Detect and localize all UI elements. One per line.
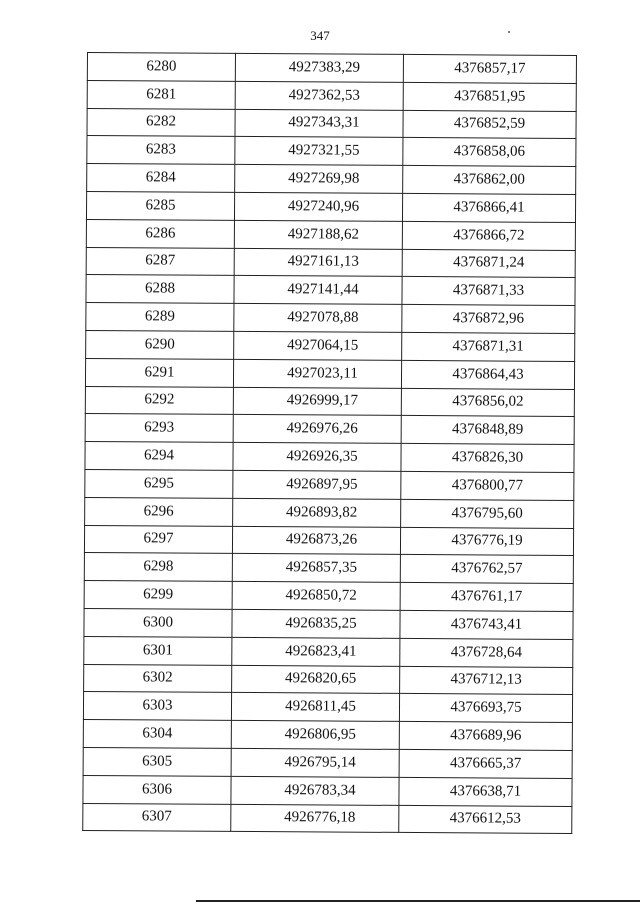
table-row (84, 581, 573, 612)
x-coordinate-cell: 4926976,26 (233, 415, 401, 444)
y-coordinate-cell: 4376795,60 (401, 499, 574, 528)
table-row (84, 636, 573, 667)
table-row (85, 497, 574, 528)
table-row (87, 136, 576, 167)
y-coordinate-cell: 4376800,77 (401, 471, 574, 500)
y-coordinate-cell: 4376852,59 (403, 110, 576, 139)
table-row (87, 80, 576, 111)
y-coordinate-cell: 4376857,17 (403, 54, 576, 83)
point-number-cell: 6307 (83, 803, 231, 832)
point-number-cell: 6290 (86, 330, 234, 359)
y-coordinate-cell: 4376862,00 (403, 166, 576, 195)
scan-speck (508, 31, 510, 33)
x-coordinate-cell: 4927383,29 (235, 53, 403, 82)
y-coordinate-cell: 4376871,33 (402, 277, 575, 306)
y-coordinate-cell: 4376693,75 (399, 694, 572, 723)
table-row (85, 386, 574, 417)
y-coordinate-cell: 4376761,17 (400, 583, 573, 612)
point-number-cell: 6299 (84, 581, 232, 610)
table-row (86, 247, 575, 278)
y-coordinate-cell: 4376826,30 (401, 444, 574, 473)
x-coordinate-cell: 4927161,13 (234, 248, 402, 277)
y-coordinate-cell: 4376864,43 (401, 360, 574, 389)
table-row (86, 330, 575, 361)
table-row (86, 191, 575, 222)
x-coordinate-cell: 4927188,62 (234, 220, 402, 249)
bottom-rule (196, 900, 640, 902)
x-coordinate-cell: 4926857,35 (232, 554, 400, 583)
table-row (84, 553, 573, 584)
table-row (87, 164, 576, 195)
point-number-cell: 6293 (85, 414, 233, 443)
point-number-cell: 6306 (83, 775, 231, 804)
x-coordinate-cell: 4927343,31 (235, 109, 403, 138)
point-number-cell: 6281 (87, 80, 235, 109)
table-row (85, 414, 574, 445)
point-number-cell: 6289 (86, 303, 234, 332)
table-row (84, 664, 573, 695)
y-coordinate-cell: 4376665,37 (399, 749, 572, 778)
x-coordinate-cell: 4927240,96 (234, 192, 402, 221)
x-coordinate-cell: 4927064,15 (234, 331, 402, 360)
y-coordinate-cell: 4376866,41 (402, 193, 575, 222)
y-coordinate-cell: 4376776,19 (400, 527, 573, 556)
point-number-cell: 6288 (86, 275, 234, 304)
table-row (87, 53, 576, 84)
table-row (85, 469, 574, 500)
y-coordinate-cell: 4376856,02 (401, 388, 574, 417)
point-number-cell: 6303 (83, 692, 231, 721)
x-coordinate-cell: 4927269,98 (235, 165, 403, 194)
table-row (86, 219, 575, 250)
x-coordinate-cell: 4926893,82 (233, 498, 401, 527)
y-coordinate-cell: 4376871,24 (402, 249, 575, 278)
y-coordinate-cell: 4376866,72 (402, 221, 575, 250)
page-number: 347 (310, 28, 330, 43)
y-coordinate-cell: 4376743,41 (400, 610, 573, 639)
point-number-cell: 6292 (85, 386, 233, 415)
table-row (84, 525, 573, 556)
y-coordinate-cell: 4376871,31 (402, 332, 575, 361)
point-number-cell: 6300 (84, 608, 232, 637)
point-number-cell: 6291 (85, 358, 233, 387)
x-coordinate-cell: 4926776,18 (231, 804, 399, 833)
y-coordinate-cell: 4376872,96 (402, 305, 575, 334)
x-coordinate-cell: 4926999,17 (233, 387, 401, 416)
y-coordinate-cell: 4376858,06 (403, 138, 576, 167)
coordinates-table (82, 52, 577, 834)
x-coordinate-cell: 4926806,95 (231, 721, 399, 750)
table-row (87, 108, 576, 139)
x-coordinate-cell: 4927321,55 (235, 137, 403, 166)
point-number-cell: 6284 (87, 164, 235, 193)
table-row (83, 775, 572, 806)
y-coordinate-cell: 4376762,57 (400, 555, 573, 584)
y-coordinate-cell: 4376689,96 (399, 722, 572, 751)
point-number-cell: 6297 (84, 525, 232, 554)
point-number-cell: 6296 (85, 497, 233, 526)
table-row (83, 747, 572, 778)
point-number-cell: 6304 (83, 720, 231, 749)
point-number-cell: 6285 (86, 191, 234, 220)
point-number-cell: 6294 (85, 442, 233, 471)
table-row (83, 692, 572, 723)
table-row (85, 442, 574, 473)
x-coordinate-cell: 4926820,65 (232, 665, 400, 694)
x-coordinate-cell: 4927362,53 (235, 81, 403, 110)
x-coordinate-cell: 4926783,34 (231, 776, 399, 805)
x-coordinate-cell: 4926823,41 (232, 637, 400, 666)
y-coordinate-cell: 4376728,64 (400, 638, 573, 667)
y-coordinate-cell: 4376638,71 (399, 777, 572, 806)
point-number-cell: 6283 (87, 136, 235, 165)
y-coordinate-cell: 4376712,13 (400, 666, 573, 695)
coordinates-table-body (83, 53, 577, 834)
point-number-cell: 6287 (86, 247, 234, 276)
x-coordinate-cell: 4926873,26 (232, 526, 400, 555)
x-coordinate-cell: 4926926,35 (233, 443, 401, 472)
table-row (83, 720, 572, 751)
table-row (83, 803, 572, 834)
x-coordinate-cell: 4927078,88 (234, 304, 402, 333)
y-coordinate-cell: 4376848,89 (401, 416, 574, 445)
point-number-cell: 6302 (84, 664, 232, 693)
table-row (86, 275, 575, 306)
x-coordinate-cell: 4926811,45 (231, 693, 399, 722)
x-coordinate-cell: 4926897,95 (233, 470, 401, 499)
table-row (85, 358, 574, 389)
table-row (84, 608, 573, 639)
x-coordinate-cell: 4926850,72 (232, 582, 400, 611)
point-number-cell: 6286 (86, 219, 234, 248)
x-coordinate-cell: 4927141,44 (234, 276, 402, 305)
x-coordinate-cell: 4926835,25 (232, 609, 400, 638)
table-row (86, 303, 575, 334)
point-number-cell: 6301 (84, 636, 232, 665)
point-number-cell: 6298 (84, 553, 232, 582)
x-coordinate-cell: 4926795,14 (231, 748, 399, 777)
point-number-cell: 6295 (85, 469, 233, 498)
point-number-cell: 6282 (87, 108, 235, 137)
point-number-cell: 6305 (83, 747, 231, 776)
y-coordinate-cell: 4376612,53 (399, 805, 572, 834)
point-number-cell: 6280 (87, 53, 235, 82)
y-coordinate-cell: 4376851,95 (403, 82, 576, 111)
x-coordinate-cell: 4927023,11 (233, 359, 401, 388)
